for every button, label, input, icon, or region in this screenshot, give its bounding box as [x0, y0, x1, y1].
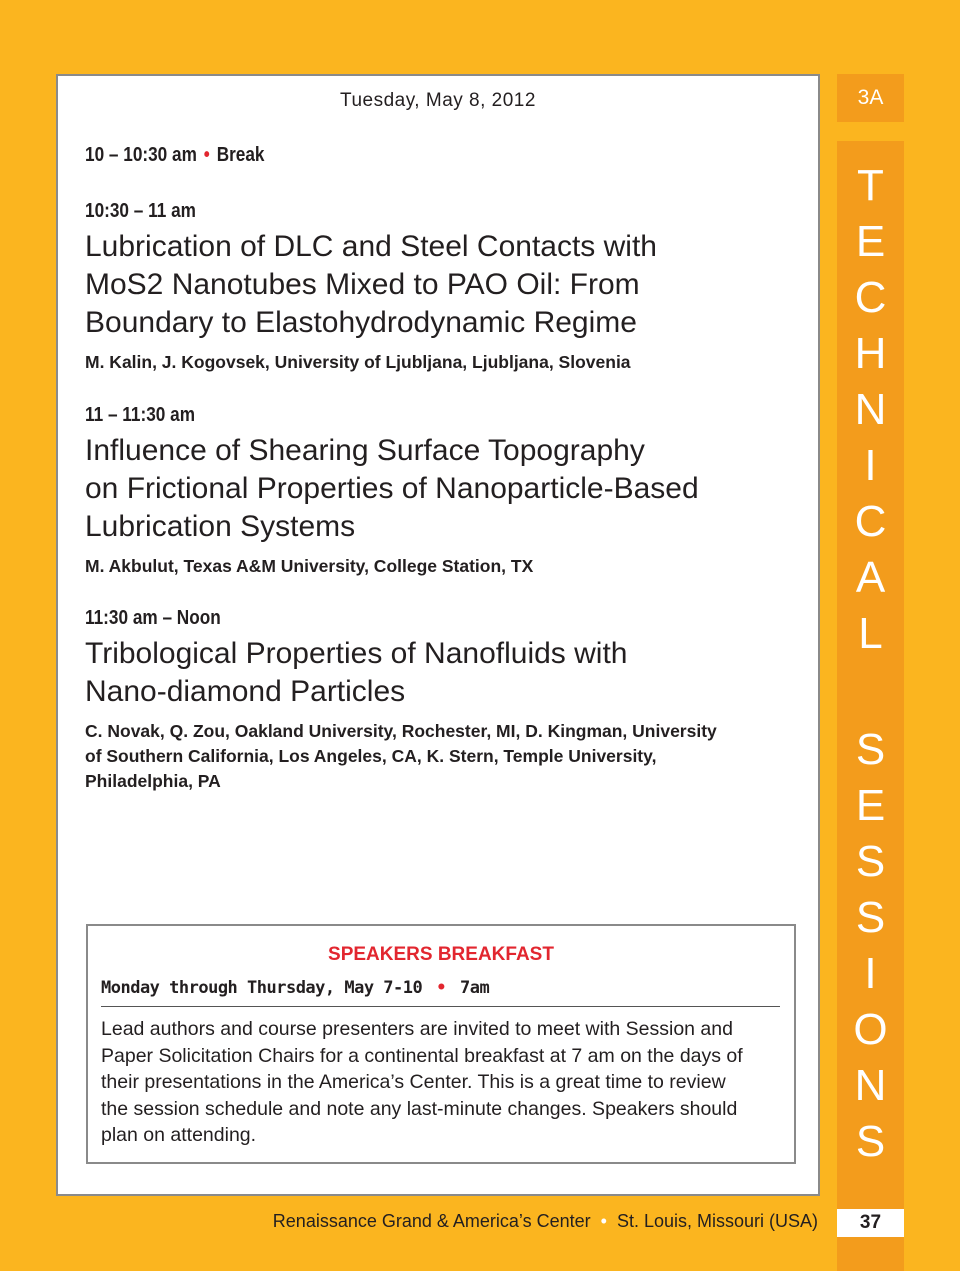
footer-location: St. Louis, Missouri (USA) — [616, 1211, 818, 1231]
vertical-letter: H — [854, 329, 887, 378]
session-time: 10:30 – 11 am — [85, 200, 196, 222]
vertical-letter: T — [857, 161, 884, 210]
section-tab: 3A — [837, 74, 904, 122]
vertical-letter: S — [855, 725, 886, 774]
authors-line: M. Akbulut, Texas A&M University, College Station, TX — [85, 556, 534, 576]
session-time: 11 – 11:30 am — [85, 404, 195, 426]
session-time: 11:30 am – Noon — [85, 607, 221, 629]
session-2 — [85, 404, 785, 579]
vertical-letter: C — [854, 497, 887, 546]
session-title — [85, 635, 785, 711]
session-title — [85, 432, 785, 546]
text-line: Lead authors and course presenters are invited to meet with Session and — [101, 1018, 733, 1040]
text-line: Paper Solicitation Chairs for a continental breakfast at 7 am on the days of — [101, 1044, 743, 1067]
session-authors — [85, 350, 785, 375]
footer-venue: Renaissance Grand & America’s Center — [272, 1211, 591, 1231]
vertical-letter: I — [864, 949, 877, 998]
title-line: Lubrication Systems — [85, 510, 356, 543]
vertical-letter: E — [855, 781, 886, 830]
session-3 — [85, 607, 785, 794]
footer-separator: • — [600, 1211, 607, 1231]
break-label: Break — [216, 144, 265, 166]
authors-line: M. Kalin, J. Kogovsek, University of Ljubljana, Ljubljana, Slovenia — [85, 352, 631, 372]
vertical-letter: N — [854, 385, 887, 434]
breakfast-days: Monday through Thursday, May 7-10 — [101, 978, 423, 998]
speakers-breakfast-schedule — [101, 978, 780, 1007]
authors-line: C. Novak, Q. Zou, Oakland University, Rochester, MI, D. Kingman, University — [85, 721, 717, 741]
break-time-row — [85, 144, 687, 167]
speakers-breakfast-title: SPEAKERS BREAKFAST — [328, 944, 554, 965]
authors-line: of Southern California, Los Angeles, CA, K. Stern, Temple University, — [85, 746, 657, 766]
section-sidebar-strip — [837, 141, 904, 1271]
vertical-letter: L — [858, 609, 883, 658]
page-number: 37 — [837, 1209, 904, 1237]
title-line: Tribological Properties of Nanofluids with — [85, 637, 628, 670]
break-time: 10 – 10:30 am — [85, 144, 197, 166]
vertical-letter: E — [855, 217, 886, 266]
authors-line: Philadelphia, PA — [85, 771, 221, 791]
vertical-letter: I — [864, 441, 877, 490]
title-line: on Frictional Properties of Nanoparticle-Based — [85, 472, 699, 505]
session-title — [85, 228, 785, 342]
text-line: the session schedule and note any last-minute changes. Speakers should — [101, 1097, 738, 1120]
speakers-breakfast-box — [86, 924, 796, 1164]
bullet-dot-icon: • — [203, 144, 210, 166]
bullet-dot-icon: • — [436, 978, 447, 998]
schedule-panel — [56, 74, 820, 1196]
vertical-letter: N — [854, 1061, 887, 1110]
break-block — [85, 144, 785, 167]
session-authors — [85, 719, 785, 794]
title-line: MoS2 Nanotubes Mixed to PAO Oil: From — [85, 268, 640, 301]
session-authors — [85, 554, 785, 579]
vertical-letter: S — [855, 893, 886, 942]
speakers-breakfast-text — [101, 1016, 780, 1149]
vertical-letter: C — [854, 273, 887, 322]
vertical-letter: O — [853, 1005, 888, 1054]
title-line: Lubrication of DLC and Steel Contacts with — [85, 230, 657, 263]
title-line: Boundary to Elastohydrodynamic Regime — [85, 306, 637, 339]
vertical-letter: A — [855, 553, 886, 602]
text-line: their presentations in the America’s Center. This is a great time to review — [101, 1071, 726, 1093]
vertical-letter: S — [855, 837, 886, 886]
session-date: Tuesday, May 8, 2012 — [340, 90, 536, 111]
title-line: Influence of Shearing Surface Topography — [85, 434, 645, 467]
text-line: plan on attending. — [101, 1124, 257, 1146]
session-1 — [85, 200, 785, 375]
footer — [273, 1211, 818, 1232]
breakfast-time: 7am — [460, 978, 490, 998]
vertical-letter: S — [855, 1117, 886, 1166]
title-line: Nano-diamond Particles — [85, 675, 406, 708]
